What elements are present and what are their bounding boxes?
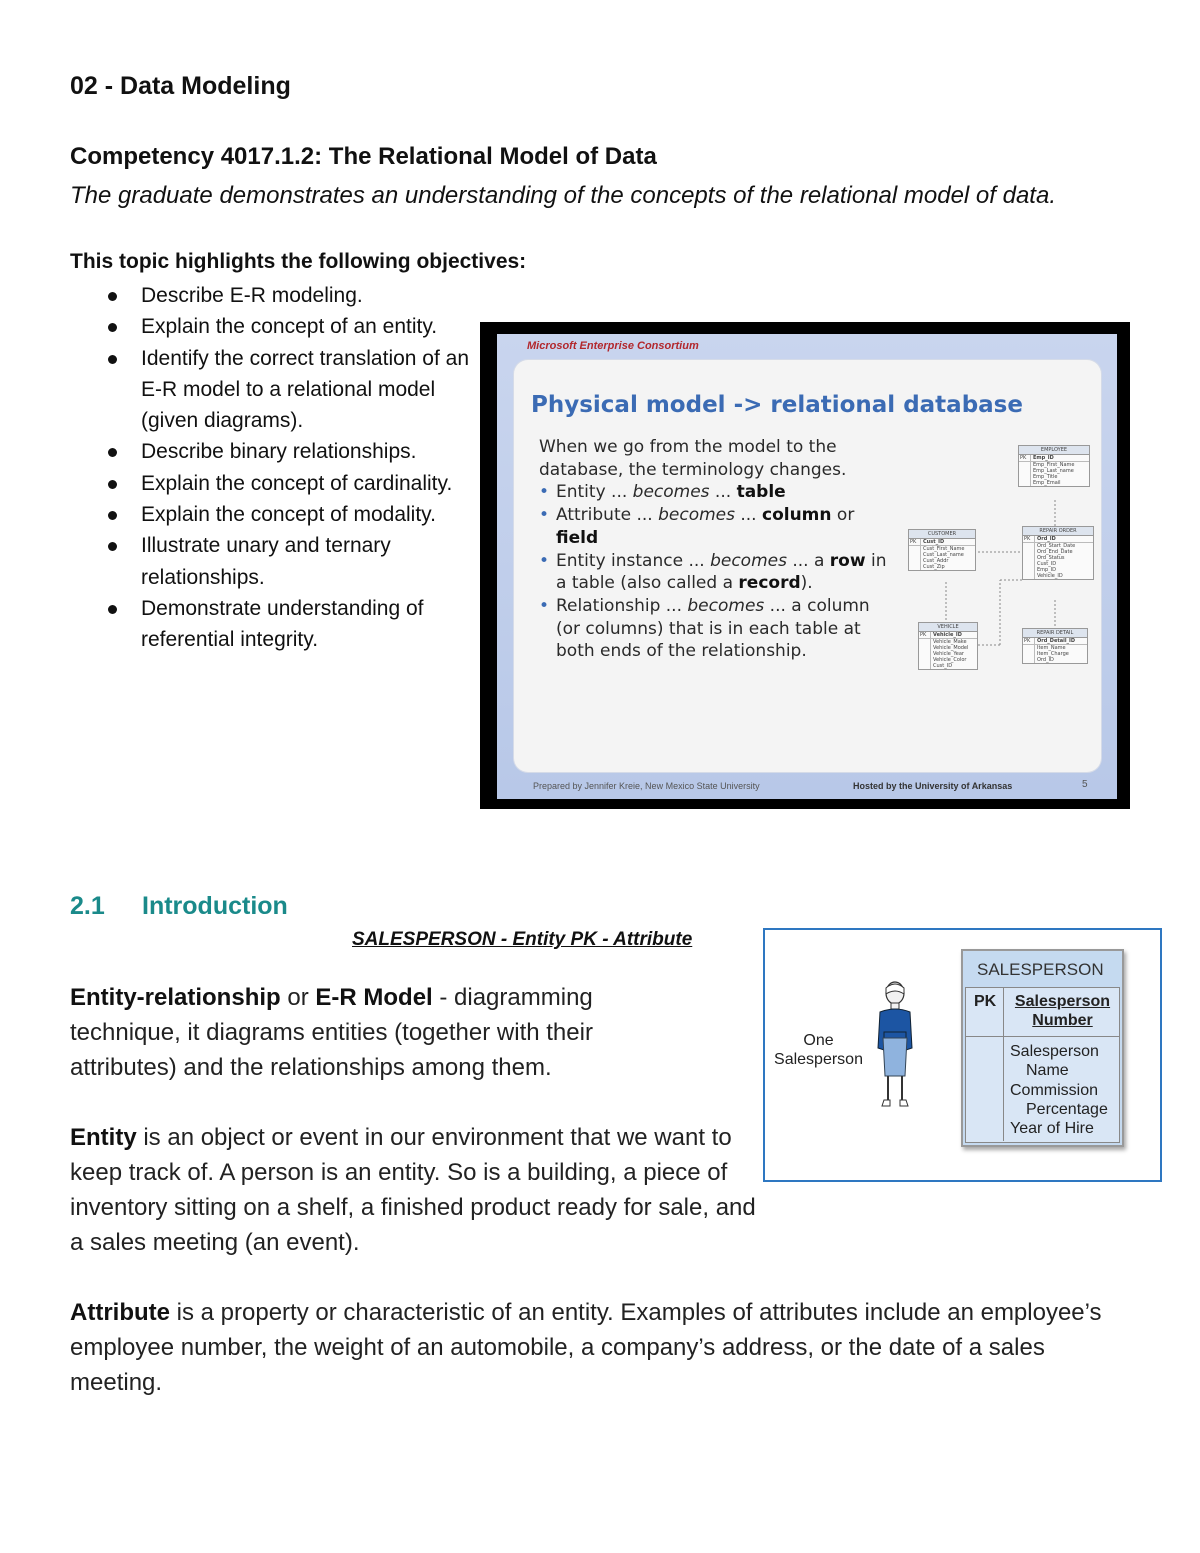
slide-body <box>539 436 889 663</box>
objectives-list <box>100 280 470 656</box>
bullet-icon <box>108 542 117 551</box>
bullet-icon <box>108 511 117 520</box>
mini-table-repair-detail: REPAIR DETAIL PK Ord_Detail_ID Item_Name Item_Charge Ord_ID <box>1022 628 1088 664</box>
entity-attribute: Year of Hire <box>1010 1120 1094 1138</box>
slide-bullet: • Relationship ... becomes ... a column (or columns) that is in each table at both ends of the relationship. <box>539 595 889 663</box>
objective-item: Describe binary relationships. <box>100 436 470 467</box>
entity-attribute: Name <box>1026 1062 1069 1080</box>
mini-table-employee: EMPLOYEE PK Emp_ID Emp_First_Name Emp_Last_name Emp_Title Emp_Email <box>1018 445 1090 487</box>
slide-bullet: • Entity ... becomes ... table <box>539 481 889 504</box>
slide-bullet: • Entity instance ... becomes ... a row in a table (also called a record). <box>539 550 889 595</box>
section-title: Introduction <box>142 892 288 920</box>
objective-item: Identify the correct translation of an E-R model to a relational model (given diagrams). <box>100 343 470 437</box>
objective-item: Explain the concept of cardinality. <box>100 468 470 499</box>
figure-caption: SALESPERSON - Entity PK - Attribute <box>352 929 693 950</box>
objectives-heading: This topic highlights the following objectives: <box>70 250 527 273</box>
bullet-icon <box>108 323 117 332</box>
section-number: 2.1 <box>70 892 105 920</box>
mini-er-connectors <box>900 440 1100 700</box>
competency-title: Competency 4017.1.2: The Relational Model of Data <box>70 143 657 170</box>
entity-attribute: Percentage <box>1026 1100 1108 1118</box>
document-title: 02 - Data Modeling <box>70 72 291 100</box>
bullet-icon <box>108 605 117 614</box>
entity-pk-row <box>965 987 1120 1037</box>
pk-attribute: Salesperson Number <box>1014 993 1111 1029</box>
bullet-icon <box>108 448 117 457</box>
person-icon <box>870 980 920 1115</box>
salesperson-entity <box>961 949 1124 1147</box>
mini-table-customer: CUSTOMER PK Cust_ID Cust_First_Name Cust_Last_name Cust_Addr Cust_Zip <box>908 529 976 571</box>
bullet-icon <box>108 480 117 489</box>
bullet-icon <box>108 292 117 301</box>
slide-footer-credit: Prepared by Jennifer Kreie, New Mexico State University <box>533 781 760 791</box>
objective-item: Illustrate unary and ternary relationships. <box>100 530 470 593</box>
paragraph-entity: Entity is an object or event in our environment that we want to keep track of. A person is an entity. So is a building, a piece of inventory sitting on a shelf, a finished product ready for sale, and a sales meeting (an event). <box>70 1124 756 1256</box>
slide-intro: When we go from the model to the database, the terminology changes. <box>539 437 847 480</box>
objective-item: Explain the concept of an entity. <box>100 311 470 342</box>
pk-label: PK <box>966 988 1004 1036</box>
entity-attribute: Salesperson <box>1010 1043 1099 1060</box>
person-label: One Salesperson <box>774 1032 863 1068</box>
paragraph-attribute: Attribute is a property or characteristic of an entity. Examples of attributes include an employee’s employee number, the weight of an automobile, a company’s address, or the date of a sales meeting. <box>70 1299 1102 1396</box>
mini-table-vehicle: VEHICLE PK Vehicle_ID Vehicle_Make Vehicle_Model Vehicle_Year Vehicle_Color Cust_ID <box>918 622 978 670</box>
mini-table-repair-order: REPAIR ORDER PK Ord_ID Ord_Start_Date Ord_End_Date Ord_Status Cust_ID Emp_ID Vehicle_ID <box>1022 526 1094 580</box>
paragraph-er-model: Entity-relationship or E-R Model - diagramming technique, it diagrams entities (together with their attributes) and the relationships among them. <box>70 984 593 1081</box>
slide-bullet: • Attribute ... becomes ... column or field <box>539 504 889 549</box>
objective-item: Describe E-R modeling. <box>100 280 470 311</box>
slide-title: Physical model -> relational database <box>531 392 1023 418</box>
entity-attribute: Commission <box>1010 1081 1099 1099</box>
bullet-icon <box>108 355 117 364</box>
objective-item: Demonstrate understanding of referential integrity. <box>100 593 470 656</box>
slide-footer-host: Hosted by the University of Arkansas <box>853 781 1013 791</box>
slide-page-number: 5 <box>1082 779 1088 790</box>
entity-name: SALESPERSON <box>965 953 1120 987</box>
slide-brand: Microsoft Enterprise Consortium <box>527 340 699 352</box>
entity-attributes <box>965 1037 1120 1143</box>
competency-description: The graduate demonstrates an understanding of the concepts of the relational model of data. <box>70 182 1056 209</box>
objective-item: Explain the concept of modality. <box>100 499 470 530</box>
